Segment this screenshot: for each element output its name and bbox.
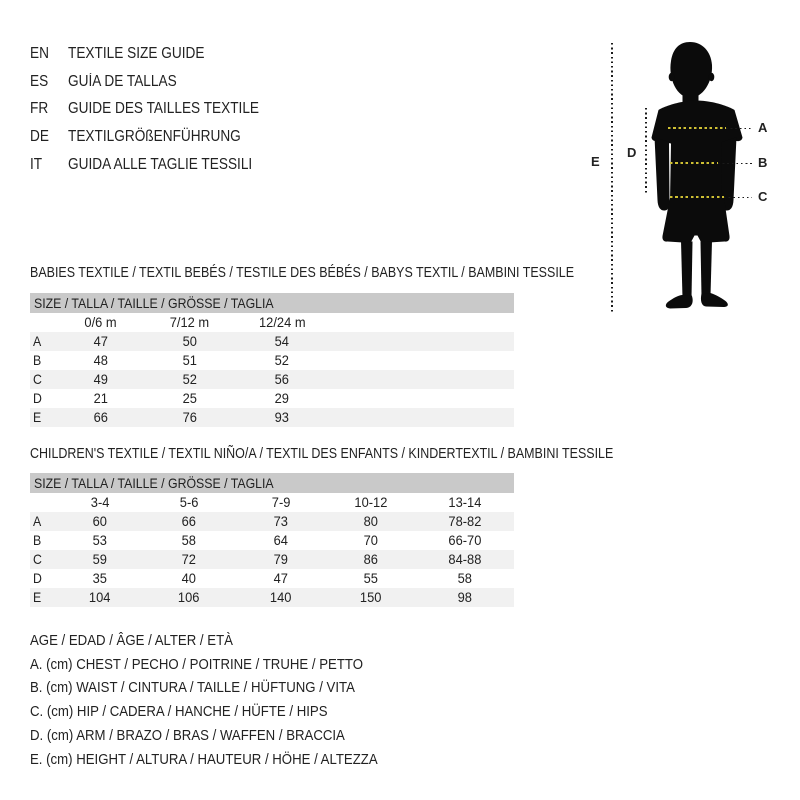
legend-line-height: E. (cm) HEIGHT / ALTURA / HAUTEUR / HÖHE / ALTEZZA (30, 750, 378, 768)
legend-line-age: AGE / EDAD / ÂGE / ALTER / ETÀ (30, 632, 233, 649)
size-header-label: SIZE / TALLA / TAILLE / GRÖSSE / TAGLIA (34, 295, 274, 311)
row-label: E (33, 589, 42, 605)
legend-line-chest: A. (cm) CHEST / PECHO / POITRINE / TRUHE / PETTO (30, 655, 363, 673)
legend-line-hip: C. (cm) HIP / CADERA / HANCHE / HÜFTE / HIPS (30, 703, 328, 721)
babies-column-header-row (30, 313, 514, 332)
silhouette-leg-left (681, 241, 693, 298)
language-title: TEXTILGRÖßENFÜHRUNG (68, 128, 241, 146)
table-row-a: A 60 66 73 80 78-82 (30, 512, 514, 531)
table-row-c: C 59 72 79 86 84-88 (30, 550, 514, 569)
silhouette-arm-left (655, 137, 670, 211)
language-title: GUÍA DE TALLAS (68, 72, 177, 90)
table-row-d: D 35 40 47 55 58 (30, 569, 514, 588)
size-header-band (30, 293, 514, 313)
row-label: C (33, 371, 42, 387)
children-column-header-row (30, 493, 514, 512)
row-label: B (33, 352, 42, 368)
language-code: DE (30, 128, 49, 146)
measure-label-c: C (758, 189, 768, 204)
table-row-c: C 49 52 56 (30, 370, 514, 389)
language-title: TEXTILE SIZE GUIDE (68, 45, 205, 62)
silhouette-leg-right (701, 241, 713, 296)
table-row-b: B 53 58 64 70 66-70 (30, 531, 514, 550)
language-row-it (30, 151, 285, 179)
size-header-label: SIZE / TALLA / TAILLE / GRÖSSE / TAGLIA (34, 475, 274, 491)
measure-label-b: B (758, 155, 768, 170)
hip-measure-dash-c (670, 196, 724, 198)
row-label: E (33, 409, 42, 425)
row-label: B (33, 532, 42, 548)
row-label: C (33, 551, 42, 567)
table-row-b: B 48 51 52 (30, 351, 514, 370)
waist-measure-dash-b (670, 162, 718, 164)
column-header: 3-4 (90, 494, 110, 510)
silhouette-foot-left (666, 295, 693, 309)
language-code: FR (30, 100, 49, 118)
column-header: 5-6 (179, 494, 199, 510)
column-header: 7/12 m (169, 314, 210, 330)
size-header-band (30, 473, 514, 493)
column-header: 0/6 m (84, 314, 117, 330)
silhouette-head (670, 42, 712, 98)
children-size-table (30, 473, 514, 607)
arm-measure-line-d (645, 108, 647, 193)
measurement-legend (30, 629, 425, 771)
language-title: GUIDA ALLE TAGLIE TESSILI (68, 155, 253, 173)
children-section-title: CHILDREN'S TEXTILE / TEXTIL NIÑO/A / TEXTIL DES ENFANTS / KINDERTEXTIL / BAMBINI TESSILE (30, 446, 614, 462)
language-row-en (30, 40, 285, 68)
column-header: 10-12 (354, 494, 387, 510)
waist-leader-line-b (718, 163, 752, 165)
babies-size-table (30, 293, 514, 427)
table-row-d: D 21 25 29 (30, 389, 514, 408)
column-header: 12/24 m (258, 314, 306, 330)
silhouette-shorts (662, 198, 729, 243)
legend-line-arm: D. (cm) ARM / BRAZO / BRAS / WAFFEN / BRACCIA (30, 726, 345, 744)
measure-label-e: E (591, 154, 600, 169)
row-label: A (33, 333, 42, 349)
table-row-e: E 104 106 140 150 98 (30, 588, 514, 607)
table-row-a: A 47 50 54 (30, 332, 514, 351)
language-code: IT (30, 155, 43, 173)
silhouette-foot-right (701, 293, 728, 307)
language-row-de (30, 123, 285, 151)
legend-line-waist: B. (cm) WAIST / CINTURA / TAILLE / HÜFTUNG / VITA (30, 679, 355, 697)
language-code: ES (30, 72, 49, 90)
row-label: D (33, 570, 42, 586)
language-list (30, 40, 285, 178)
babies-section-title: BABIES TEXTILE / TEXTIL BEBÉS / TESTILE DES BÉBÉS / BABYS TEXTIL / BAMBINI TESSILE (30, 265, 575, 281)
chest-measure-dash-a (668, 127, 726, 129)
language-code: EN (30, 45, 49, 62)
language-title: GUIDE DES TAILLES TEXTILE (68, 100, 260, 118)
measure-label-d: D (627, 145, 637, 160)
language-row-es (30, 68, 285, 96)
row-label: D (33, 390, 42, 406)
column-header: 7-9 (271, 494, 291, 510)
column-header: 13-14 (448, 494, 481, 510)
language-row-fr (30, 95, 285, 123)
row-label: A (33, 513, 42, 529)
hip-leader-line-c (724, 197, 752, 199)
table-row-e: E 66 76 93 (30, 408, 514, 427)
measure-label-a: A (758, 120, 768, 135)
chest-leader-line-a (726, 128, 752, 130)
